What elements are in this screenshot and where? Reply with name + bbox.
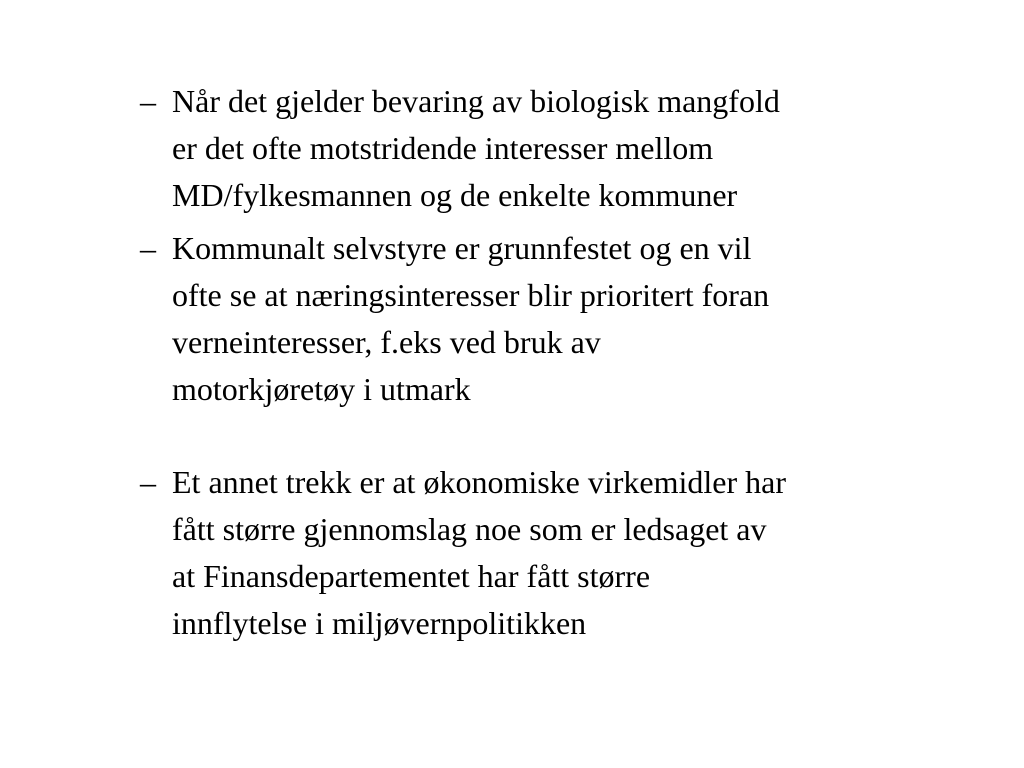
bullet-text-line: Et annet trekk er at økonomiske virkemidler har [172,464,787,500]
bullet-text-line: Kommunalt selvstyre er grunnfestet og en vil [172,230,752,266]
bullet-text-line: motorkjøretøy i utmark [172,371,471,407]
bullet-text-line: MD/fylkesmannen og de enkelte kommuner [172,177,738,213]
bullet-item [140,78,960,219]
dash-marker: – [140,83,156,119]
bullet-text-line: fått større gjennomslag noe som er ledsaget av [172,511,767,547]
bullet-item [140,225,960,413]
bullet-text-line: Når det gjelder bevaring av biologisk mangfold [172,83,780,119]
bullet-text-line: at Finansdepartementet har fått større [172,558,651,594]
bullet-list [140,78,960,653]
bullet-text-line: ofte se at næringsinteresser blir prioritert foran [172,277,770,313]
bullet-text-line: innflytelse i miljøvernpolitikken [172,605,587,641]
bullet-text-line: verneinteresser, f.eks ved bruk av [172,324,601,360]
bullet-item [140,459,960,647]
dash-marker: – [140,230,156,266]
dash-marker: – [140,464,156,500]
bullet-text-line: er det ofte motstridende interesser mellom [172,130,714,166]
